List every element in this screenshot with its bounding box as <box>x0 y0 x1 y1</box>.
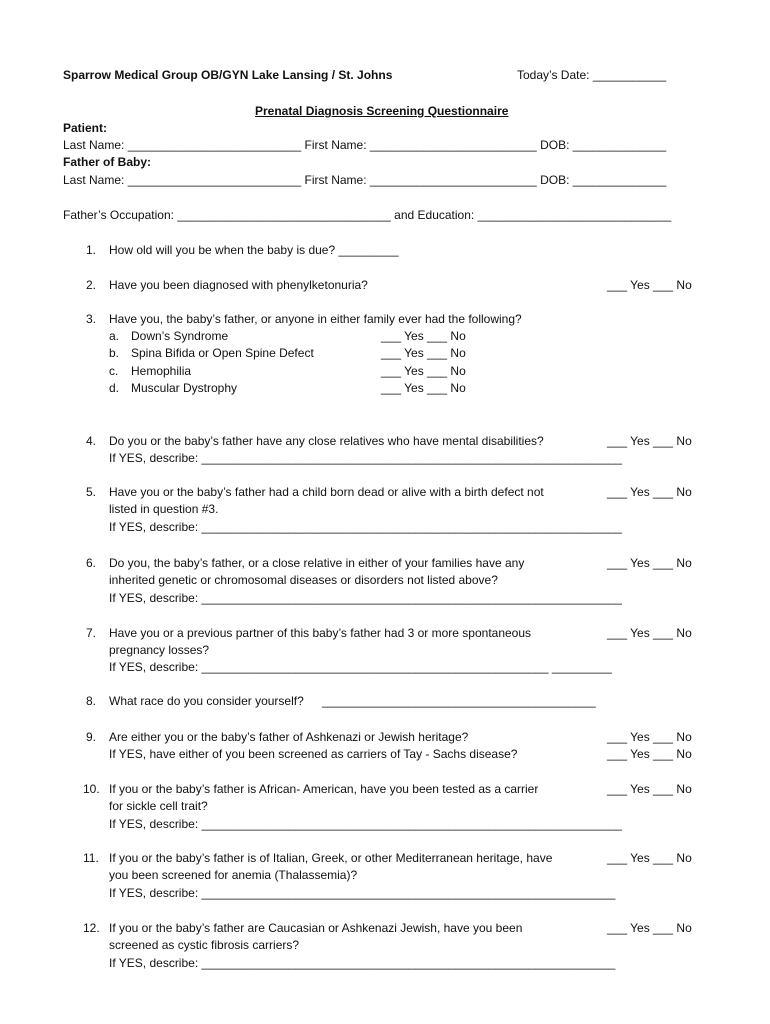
question-7-text: Have you or a previous partner of this baby’s father had 3 or more spontaneous <box>109 626 532 640</box>
question-11-describe-field[interactable]: If YES, describe: ______________________________________________________________ <box>109 886 616 900</box>
question-3-text: Have you, the baby’s father, or anyone in either family ever had the following? <box>109 312 522 326</box>
item-letter: a. <box>109 329 120 343</box>
todays-date-field[interactable]: Today’s Date: ___________ <box>517 68 667 82</box>
question-number: 3. <box>86 312 97 326</box>
item-spina-bifida-yes-no[interactable]: ___ Yes ___ No <box>381 346 466 360</box>
item-downs-syndrome: Down’s Syndrome <box>131 329 229 343</box>
question-9-followup-yes-no[interactable]: ___ Yes ___ No <box>607 747 692 761</box>
question-10-yes-no[interactable]: ___ Yes ___ No <box>607 782 692 796</box>
father-name-dob-fields[interactable]: Last Name: __________________________ First Name: _________________________ DOB: ______________ <box>63 173 667 187</box>
question-6-text-cont: inherited genetic or chromosomal diseases or disorders not listed above? <box>109 573 498 587</box>
question-8-text: What race do you consider yourself? <box>109 694 304 708</box>
item-muscular-dystrophy-yes-no[interactable]: ___ Yes ___ No <box>381 381 466 395</box>
item-letter: d. <box>109 381 120 395</box>
question-7-yes-no[interactable]: ___ Yes ___ No <box>607 626 692 640</box>
question-5-describe-field[interactable]: If YES, describe: _______________________________________________________________ <box>109 520 622 534</box>
question-number: 6. <box>86 556 97 570</box>
question-12-text-cont: screened as cystic fibrosis carriers? <box>109 938 300 952</box>
item-spina-bifida: Spina Bifida or Open Spine Defect <box>131 346 314 360</box>
question-number: 1. <box>86 243 97 257</box>
question-number: 8. <box>86 694 97 708</box>
question-8-race-field[interactable]: _________________________________________ <box>322 694 596 708</box>
question-11-text-cont: you been screened for anemia (Thalassemia)? <box>109 868 358 882</box>
item-downs-syndrome-yes-no[interactable]: ___ Yes ___ No <box>381 329 466 343</box>
question-number: 10. <box>83 782 100 796</box>
question-7-text-cont: pregnancy losses? <box>109 643 210 657</box>
question-9-followup-text: If YES, have either of you been screened as carriers of Tay - Sachs disease? <box>109 747 518 761</box>
clinic-name: Sparrow Medical Group OB/GYN Lake Lansing / St. Johns <box>63 68 393 82</box>
question-12-text: If you or the baby’s father are Caucasian or Ashkenazi Jewish, have you been <box>109 921 523 935</box>
question-number: 12. <box>83 921 100 935</box>
question-12-describe-field[interactable]: If YES, describe: ______________________________________________________________ <box>109 956 616 970</box>
question-number: 4. <box>86 434 97 448</box>
question-4-describe-field[interactable]: If YES, describe: _______________________________________________________________ <box>109 451 622 465</box>
question-11-text: If you or the baby’s father is of Italian, Greek, or other Mediterranean heritage, have <box>109 851 553 865</box>
question-11-yes-no[interactable]: ___ Yes ___ No <box>607 851 692 865</box>
question-5-yes-no[interactable]: ___ Yes ___ No <box>607 485 692 499</box>
question-10-text: If you or the baby’s father is African- American, have you been tested as a carrier <box>109 782 539 796</box>
question-number: 11. <box>83 851 99 865</box>
question-5-text: Have you or the baby’s father had a child born dead or alive with a birth defect not <box>109 485 544 499</box>
question-7-describe-field[interactable]: If YES, describe: ____________________________________________________ _________ <box>109 660 612 674</box>
item-letter: c. <box>109 364 119 378</box>
question-number: 2. <box>86 278 97 292</box>
item-hemophilia-yes-no[interactable]: ___ Yes ___ No <box>381 364 466 378</box>
patient-label: Patient: <box>63 121 108 135</box>
question-number: 9. <box>86 730 97 744</box>
question-9-yes-no[interactable]: ___ Yes ___ No <box>607 730 692 744</box>
father-occupation-education-fields[interactable]: Father’s Occupation: ________________________________ and Education: _____________________________ <box>63 208 672 222</box>
patient-name-dob-fields[interactable]: Last Name: __________________________ First Name: _________________________ DOB: ______________ <box>63 138 667 152</box>
question-5-text-cont: listed in question #3. <box>109 502 219 516</box>
question-10-text-cont: for sickle cell trait? <box>109 799 208 813</box>
question-4-text: Do you or the baby’s father have any close relatives who have mental disabilities? <box>109 434 544 448</box>
question-number: 5. <box>86 485 97 499</box>
question-6-text: Do you, the baby’s father, or a close relative in either of your families have any <box>109 556 525 570</box>
question-number: 7. <box>86 626 97 640</box>
father-label: Father of Baby: <box>63 155 152 169</box>
question-1-text[interactable]: How old will you be when the baby is due? _________ <box>109 243 399 257</box>
question-2-yes-no[interactable]: ___ Yes ___ No <box>607 278 692 292</box>
question-9-text: Are either you or the baby’s father of Ashkenazi or Jewish heritage? <box>109 730 469 744</box>
question-2-text: Have you been diagnosed with phenylketonuria? <box>109 278 368 292</box>
item-muscular-dystrophy: Muscular Dystrophy <box>131 381 238 395</box>
form-title: Prenatal Diagnosis Screening Questionnaire <box>255 104 509 118</box>
question-4-yes-no[interactable]: ___ Yes ___ No <box>607 434 692 448</box>
question-12-yes-no[interactable]: ___ Yes ___ No <box>607 921 692 935</box>
item-letter: b. <box>109 346 120 360</box>
question-6-describe-field[interactable]: If YES, describe: _______________________________________________________________ <box>109 591 622 605</box>
question-10-describe-field[interactable]: If YES, describe: _______________________________________________________________ <box>109 817 622 831</box>
question-6-yes-no[interactable]: ___ Yes ___ No <box>607 556 692 570</box>
item-hemophilia: Hemophilia <box>131 364 192 378</box>
